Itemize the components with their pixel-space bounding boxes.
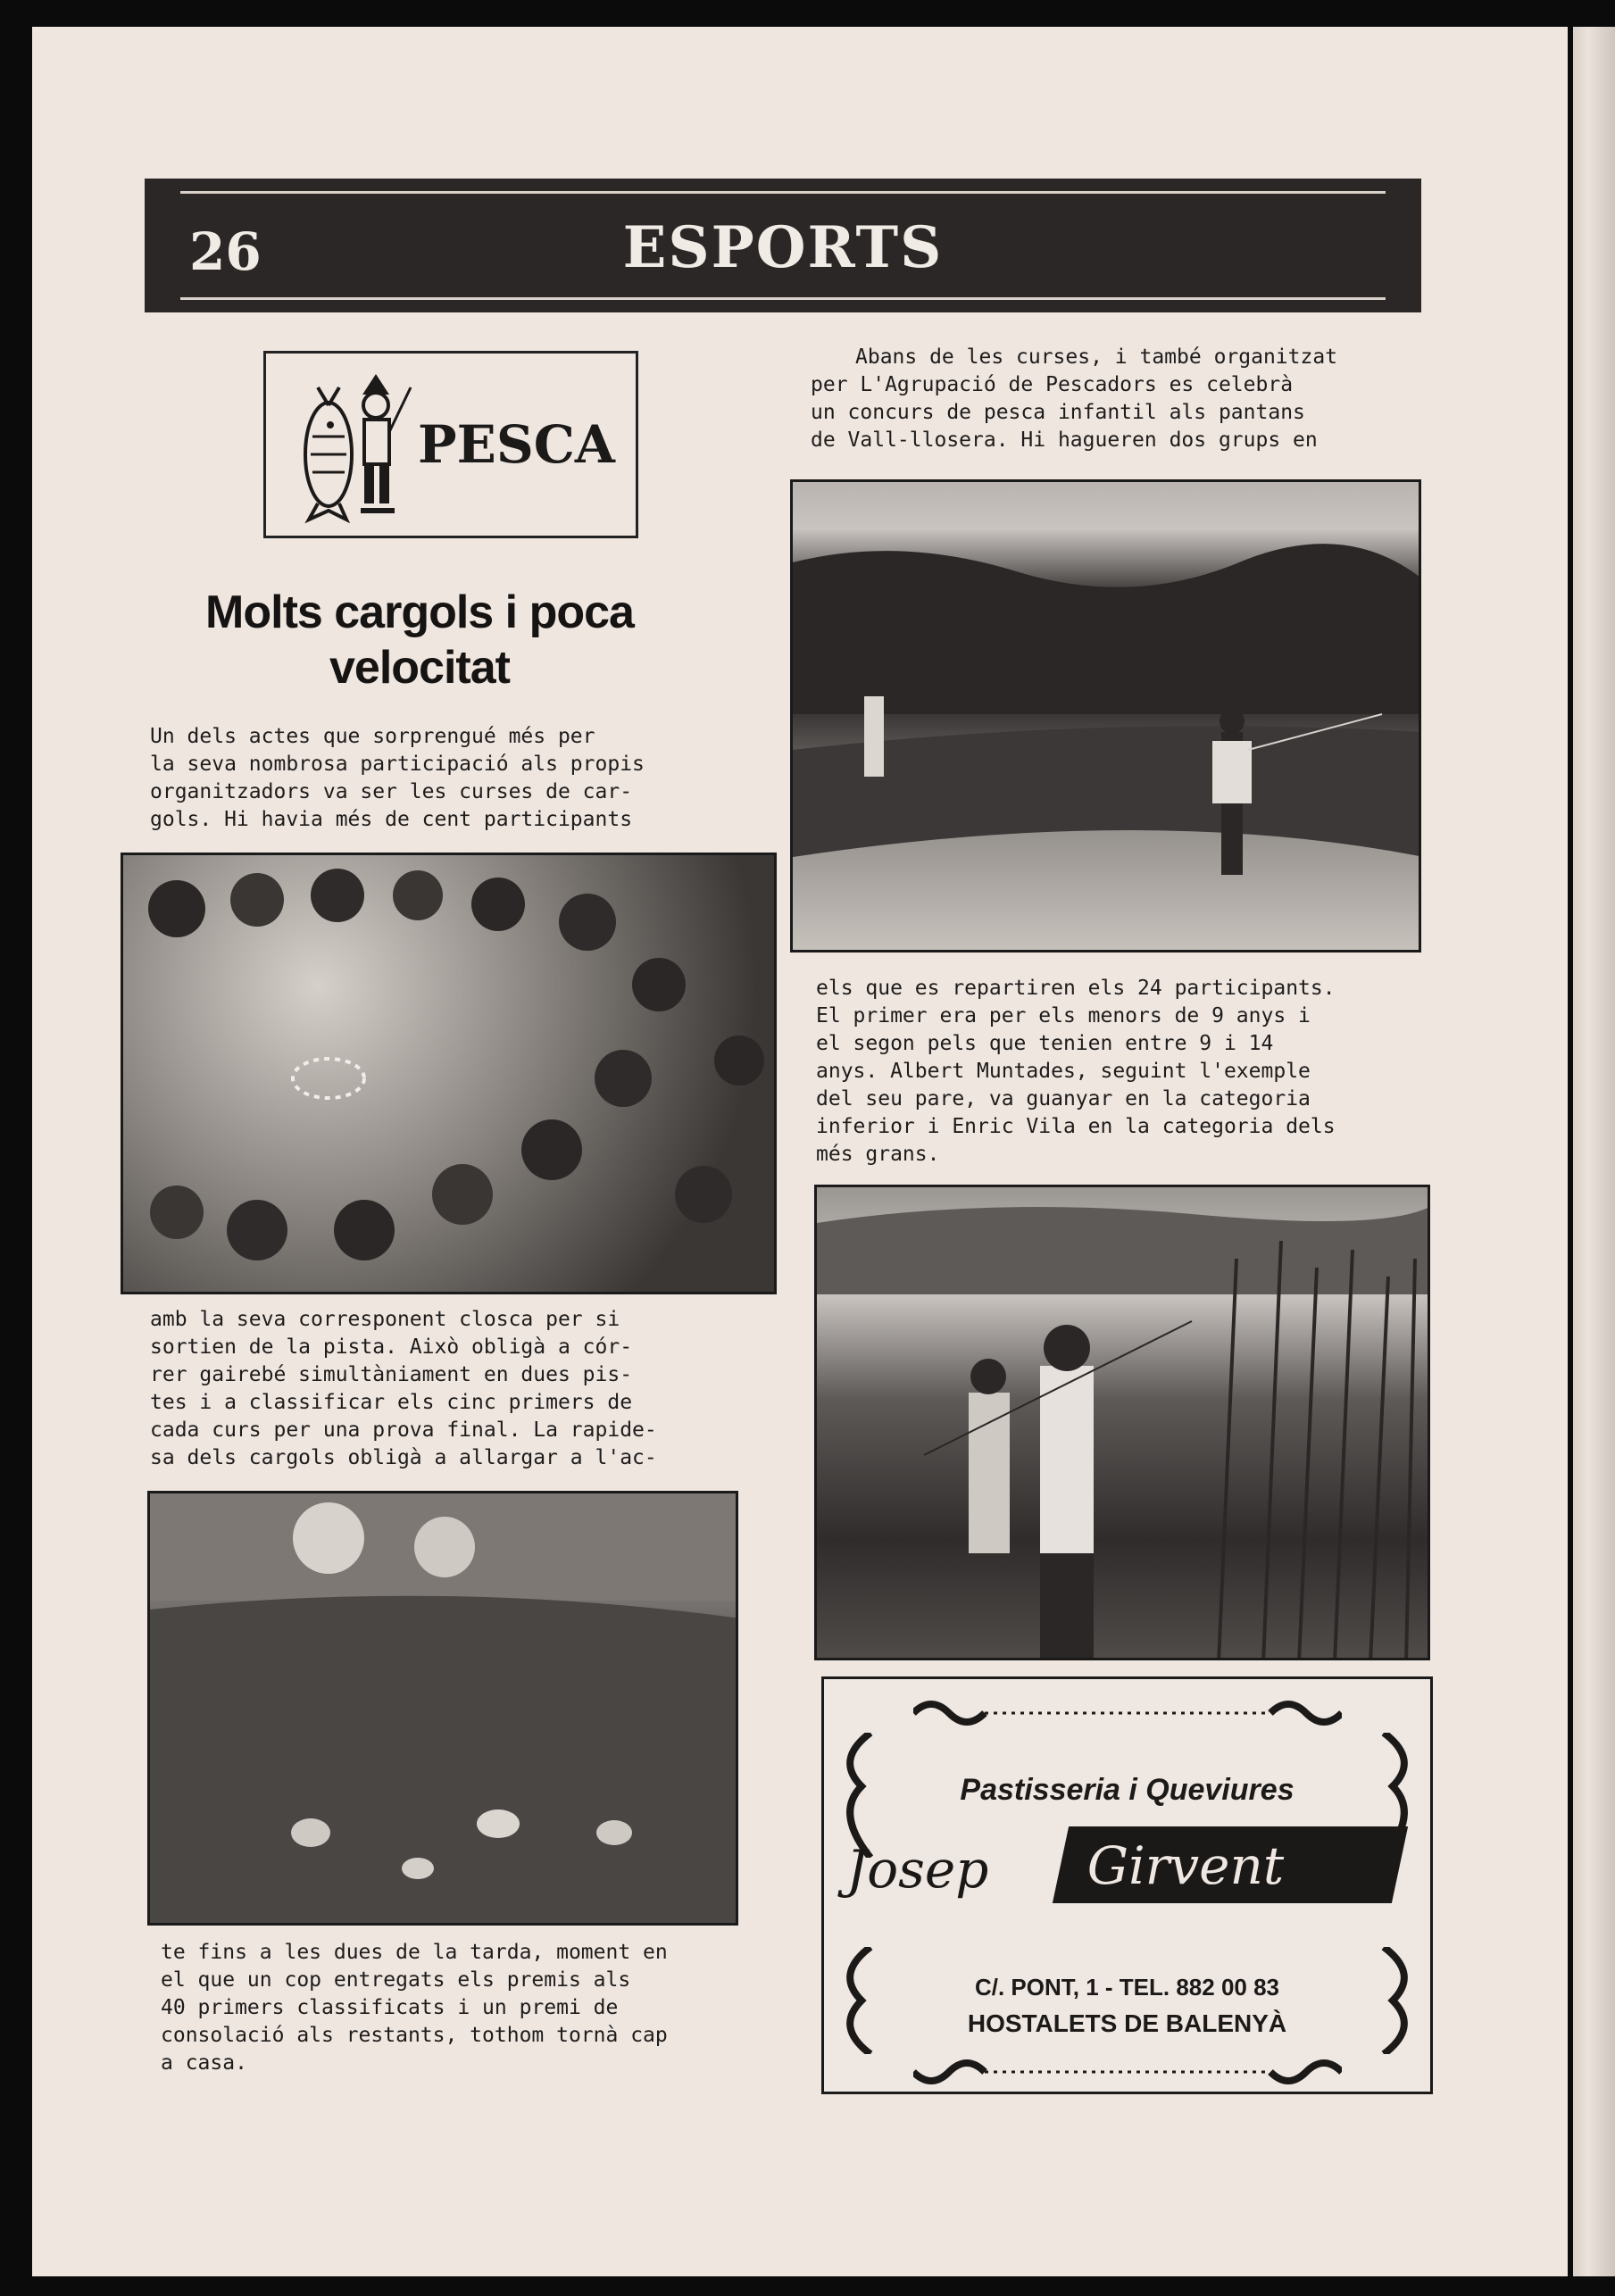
text-line: els que es repartiren els 24 participants. xyxy=(816,977,1336,1000)
photo-kids-fishing-reeds xyxy=(814,1185,1430,1660)
text-line: sortien de la pista. Això obligà a cór- xyxy=(150,1335,633,1359)
photo-crowd-shapes xyxy=(123,855,777,1294)
text-line: amb la seva corresponent closca per si xyxy=(150,1308,620,1331)
ad-town: HOSTALETS DE BALENYÀ xyxy=(967,2009,1287,2037)
article-right-paragraph-2 xyxy=(816,975,1416,1169)
pesca-label: PESCA xyxy=(418,414,615,475)
ornament-top-icon xyxy=(913,1695,1342,1731)
advertisement-box xyxy=(821,1676,1433,2094)
text-line: el que un cop entregats els premis als xyxy=(161,1968,631,1992)
text-line: més grans. xyxy=(816,1143,940,1166)
text-line: consolació als restants, tothom tornà cap xyxy=(161,2024,668,2047)
next-page-edge xyxy=(1573,27,1615,2276)
page-number: 26 xyxy=(189,221,262,282)
text-line: de Vall-llosera. Hi hagueren dos grups en xyxy=(811,428,1318,452)
ad-shop-name: Pastisseria i Queviures xyxy=(960,1773,1294,1807)
text-line: del seu pare, va guanyar en la categoria xyxy=(816,1087,1311,1111)
text-line: El primer era per els menors de 9 anys i xyxy=(816,1004,1311,1027)
photo-lake-shapes xyxy=(793,482,1421,953)
headline-line-2: velocitat xyxy=(329,642,510,694)
text-line: a casa. xyxy=(161,2051,247,2075)
text-line: Abans de les curses, i també organitzat xyxy=(855,345,1338,369)
text-line: per L'Agrupació de Pescadors es celebrà xyxy=(811,373,1294,396)
text-line: el segon pels que tenien entre 9 i 14 xyxy=(816,1032,1274,1055)
text-line: gols. Hi havia més de cent participants xyxy=(150,808,633,831)
article-right-paragraph-1 xyxy=(811,344,1411,454)
text-line: tes i a classificar els cinc primers de xyxy=(150,1391,633,1414)
section-title: ESPORTS xyxy=(622,214,944,281)
photo-fishing-lake xyxy=(790,479,1421,953)
ad-owner-name xyxy=(837,1826,1418,1907)
text-line: organitzadors va ser les curses de car- xyxy=(150,780,633,803)
text-line: la seva nombrosa participació als propis xyxy=(150,753,645,776)
photo-table-shapes xyxy=(150,1493,738,1926)
text-line: te fins a les dues de la tarda, moment en xyxy=(161,1941,668,1964)
article-paragraph-1 xyxy=(150,723,721,834)
photo-reeds-shapes xyxy=(817,1187,1430,1660)
text-line: Un dels actes que sorprengué més per xyxy=(150,725,595,748)
ad-address: C/. PONT, 1 - TEL. 882 00 83 xyxy=(974,1974,1280,2001)
ad-name-first: Josep xyxy=(846,1839,989,1900)
ad-name-last: Girvent xyxy=(1086,1835,1285,1896)
text-line: cada curs per una prova final. La rapide- xyxy=(150,1418,657,1442)
article-paragraph-2 xyxy=(150,1306,721,1472)
banner-top-rule xyxy=(180,191,1386,194)
ornament-bottom-icon xyxy=(913,2054,1342,2090)
pesca-logo-box xyxy=(263,351,638,538)
text-line: un concurs de pesca infantil als pantans xyxy=(811,401,1305,424)
section-banner xyxy=(145,179,1421,312)
text-line: 40 primers classificats i un premi de xyxy=(161,1996,619,2019)
headline-line-1: Molts cargols i poca xyxy=(205,586,634,638)
photo-snail-race-children xyxy=(121,853,777,1294)
text-line: inferior i Enric Vila en la categoria dels xyxy=(816,1115,1336,1138)
photo-snails-on-table xyxy=(147,1491,738,1926)
banner-bottom-rule xyxy=(180,297,1386,300)
text-line: sa dels cargols obligà a allargar a l'ac- xyxy=(150,1446,657,1469)
article-paragraph-3 xyxy=(161,1939,732,2077)
article-headline xyxy=(134,585,705,695)
text-line: anys. Albert Muntades, seguint l'exemple xyxy=(816,1060,1311,1083)
fisherman-fish-icon xyxy=(291,370,416,526)
ad-name-banner xyxy=(1053,1826,1408,1903)
text-line: rer gairebé simultàniament en dues pis- xyxy=(150,1363,633,1386)
